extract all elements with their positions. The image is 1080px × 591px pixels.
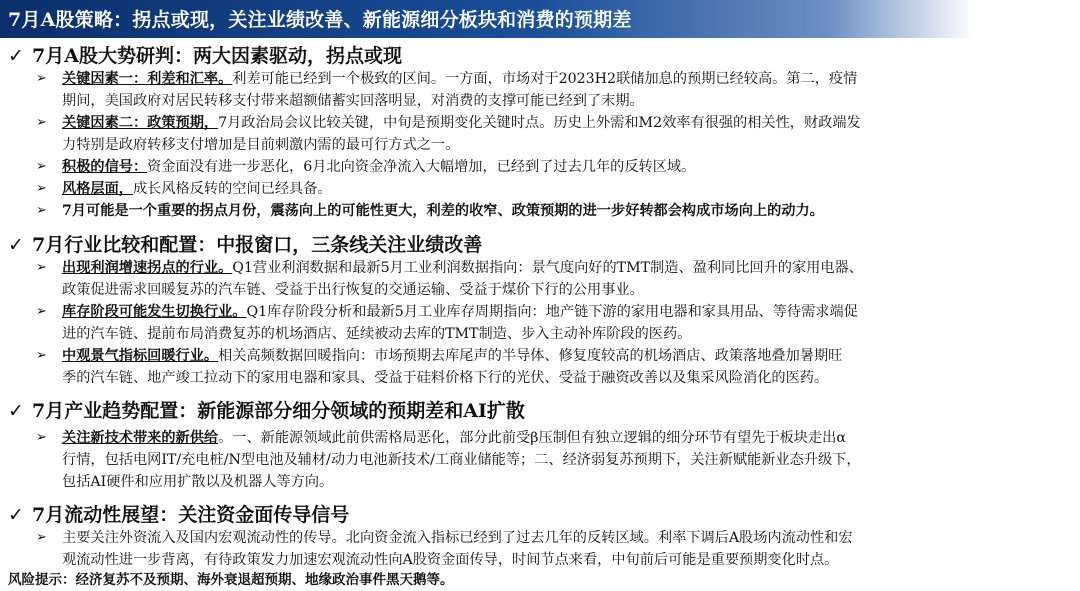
section-heading-2: ✓ 7月行业比较和配置：中报窗口，三条线关注业绩改善	[8, 234, 483, 256]
arrow-right-icon: ➢	[36, 430, 47, 445]
arrow-right-icon: ➢	[36, 260, 47, 275]
arrow-right-icon: ➢	[36, 181, 47, 196]
check-icon: ✓	[8, 45, 24, 67]
arrow-right-icon: ➢	[36, 159, 47, 174]
arrow-right-icon: ➢	[36, 304, 47, 319]
section-heading-3: ✓ 7月产业趋势配置：新能源部分细分领域的预期差和AI扩散	[8, 400, 525, 422]
check-icon: ✓	[8, 400, 24, 422]
arrow-right-icon: ➢	[36, 203, 47, 218]
title-banner	[0, 0, 975, 38]
risk-note: 风险提示：经济复苏不及预期、海外衰退超预期、地缘政治事件黑天鹅等。	[8, 572, 454, 588]
arrow-right-icon: ➢	[36, 530, 47, 545]
section-heading-4: ✓ 7月流动性展望：关注资金面传导信号	[8, 504, 350, 526]
page-title: 7月A股策略：拐点或现，关注业绩改善、新能源细分板块和消费的预期差	[8, 9, 632, 31]
section-heading-1: ✓ 7月A股大势研判：两大因素驱动，拐点或现	[8, 45, 402, 67]
check-icon: ✓	[8, 504, 24, 526]
arrow-right-icon: ➢	[36, 71, 47, 86]
arrow-right-icon: ➢	[36, 348, 47, 363]
check-icon: ✓	[8, 234, 24, 256]
arrow-right-icon: ➢	[36, 115, 47, 130]
